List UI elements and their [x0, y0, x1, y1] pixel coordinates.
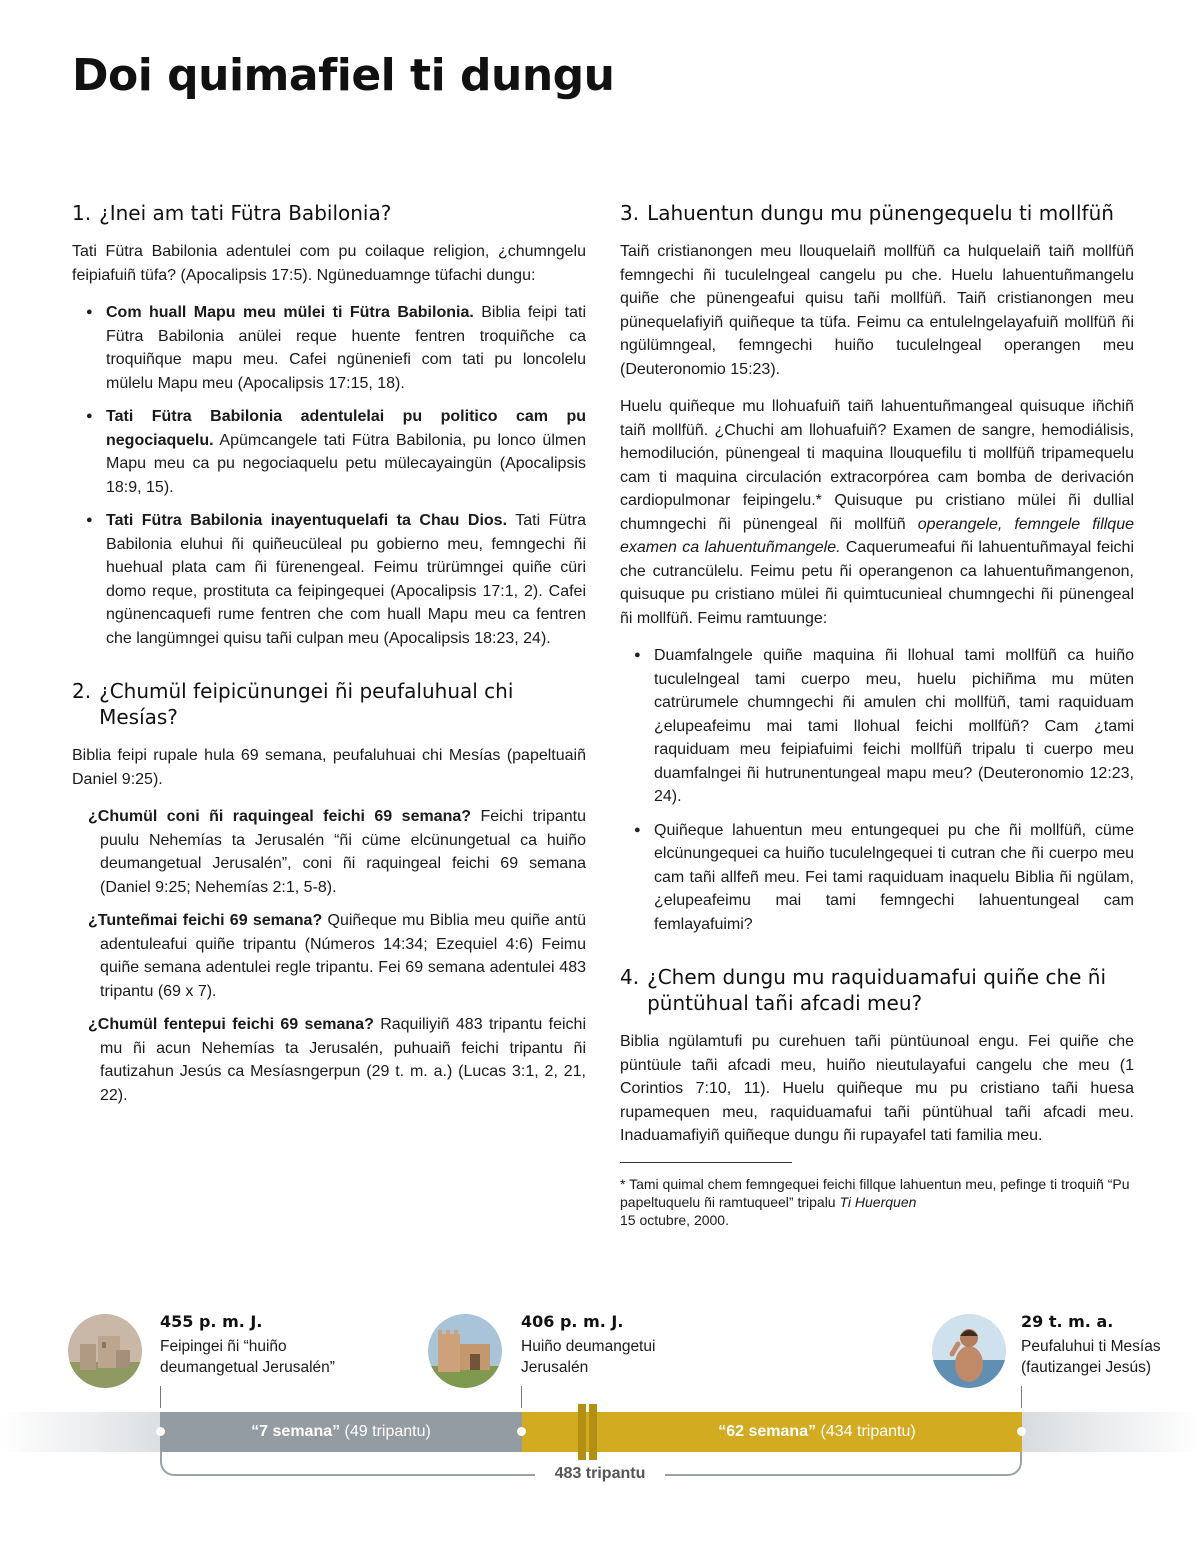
- left-column: [72, 200, 586, 1121]
- section-3-heading: [620, 200, 1134, 226]
- band-1-label-bold: “7 semana”: [251, 1423, 341, 1440]
- section-2-number: 2.: [72, 679, 92, 703]
- section-4-paragraph: Biblia ngülamtufi pu curehuen tañi püntüunoal engu. Fei quiñe che püntüule tañi afcadi meu, huiño nieutulayafui cangelu che meu (1 Corintios 7:10, 11). Huelu quiñeque mu pu cristiano tañi huesa rupamequen meu, raquiduamafui tañi püntühual tañi afcadi meu. Inaduamafiyiñ quiñeque dungu ñi rupayafel tati familia meu.: [620, 1033, 1134, 1144]
- section-1-number: 1.: [72, 201, 92, 225]
- timeline-band-end-fade: [1022, 1412, 1200, 1452]
- timeline-marker-3: [1017, 1427, 1026, 1436]
- timeline-total-label: 483 tripantu: [535, 1462, 665, 1486]
- section-4-title: ¿Chem dungu mu raquiduamafui quiñe che ñi püntühual tañi afcadi meu?: [647, 965, 1107, 1015]
- band-2-label-bold: “62 semana”: [718, 1423, 817, 1440]
- item-text: Tati Fütra Babilonia eluhui ñi quiñeucüleal pu gobierno meu, femngechi ñi huehual plata cam ñi fürenengeal. Feimu trürümngei quiñe cüri domo reque, prostituta ca feipingequei (Apocalipsis 17:1, 2). Cafei ngünencaquefi rume fentren che com huall Mapu meu ca fentren che langümngei quisu tañi culpan meu (Apocalipsis 18:23, 24).: [106, 512, 587, 647]
- item-question: ¿Chumül coni ñi raquingeal feichi 69 semana?: [88, 808, 472, 825]
- item-text: Biblia feipi tati Fütra Babilonia anülei reque huente fentren troquiñche ca troquiñque mapu meu. Cafei ngüneniefi com tati pu loncolelu mülelu Mapu meu (Apocalipsis 17:15, 18).: [106, 304, 586, 392]
- footnote-divider: [620, 1162, 792, 1163]
- section-2-item: [88, 909, 586, 1003]
- timeline-marker-2: [517, 1427, 526, 1436]
- item-answer: Feichi tripantu puulu Nehemías ta Jerusalén “ñi cüme elcünungetual ca huiño deumangetual Jerusalén”, coni ñi raquingeal feichi 69 semana (Daniel 9:25; Nehemías 2:1, 5-8).: [100, 808, 586, 896]
- baptism-illustration: [932, 1314, 1006, 1388]
- rebuilt-wall-illustration: [428, 1314, 502, 1388]
- section-2-heading: [72, 678, 586, 730]
- event-1-tick: [160, 1386, 161, 1408]
- event-2-label-line: Jerusalén: [521, 1359, 589, 1376]
- item-lead: Com huall Mapu meu mülei ti Fütra Babilonia.: [106, 304, 474, 321]
- section-4-number: 4.: [620, 965, 640, 989]
- timeline: [0, 1300, 1200, 1500]
- section-2-intro: Biblia feipi rupale hula 69 semana, peufaluhuai chi Mesías (papeltuaiñ Daniel 9:25).: [72, 747, 586, 788]
- event-3-tick: [1021, 1386, 1022, 1408]
- section-1-title: ¿Inei am tati Fütra Babilonia?: [99, 201, 392, 225]
- event-2-label: [521, 1336, 761, 1378]
- section-2-item: [88, 805, 586, 899]
- band-1-label: [160, 1412, 522, 1452]
- item-text: Apümcangele tati Fütra Babilonia, pu lonco ülmen Mapu meu ca pu negociaquelu petu mülecayaingün (Apocalipsis 18:9, 15).: [106, 431, 586, 496]
- section-4-heading: [620, 964, 1134, 1016]
- section-3-number: 3.: [620, 201, 640, 225]
- paragraph-text: Huelu quiñeque mu llohuafuiñ taiñ lahuentuñmangeal quisuque iñchiñ taiñ mollfüñ. ¿Chuchi am llohuafuiñ? Examen de sangre, hemodiálisis, hemodilución, pünengeal ti maquina llouquefilu ti mollfüñ tripamequelu cam ti maquina circulación extracorpórea cam bomba de derivación cardiopulmonar feipingelu.* Quisuque pu cristiano mülei ñi dullial chumngechi ñi pünengeal ñi mollfüñ: [620, 398, 1134, 533]
- section-1-item: [86, 405, 586, 499]
- section-3-item: ● Quiñeque lahuentun meu entungequei pu che ñi mollfüñ, cüme elcünungequei ca huiño tuculelngequei ti cutran che ñi cuerpo meu cam tañi allfeñ meu. Fei tami raquiduam inaquelu Biblia ñi ngülam, ¿elupeafeimu mai tami femngechi lahuentungeal cam femlayafuimi?: [634, 819, 1134, 937]
- section-2-item: [88, 1013, 586, 1107]
- ruined-city-illustration: [68, 1314, 142, 1388]
- section-1-item: [86, 509, 586, 650]
- section-2-title: ¿Chumül feipicünungei ñi peufaluhual chi Mesías?: [99, 679, 514, 729]
- item-question: ¿Tunteñmai feichi 69 semana?: [88, 912, 323, 929]
- section-3-item: ● Duamfalngele quiñe maquina ñi llohual tami mollfüñ ca huiño tuculelngeal tami cuerpo meu, huelu pichiñma mu müten catrürumele chumngechi ñi amulen chi mollfüñ, tami raquiduam ¿elupeafeimu mai tami llohual feichi mollfüñ? Cam ¿tami raquiduam meu feipiafuimi feichi mollfüñ tripalu ti cuerpo meu duamfalngei ñi hutrunentungeal mapu meu? (Deuteronomio 12:23, 24).: [634, 644, 1134, 809]
- event-2-tick: [521, 1386, 522, 1408]
- footnote-text: * Tami quimal chem femngequei feichi fillque lahuentun meu, pefinge ti troquiñ “Pu papeltuquelu ñi ramtuqueel” tripalu: [620, 1175, 1130, 1210]
- band-1-label-text: (49 tripantu): [340, 1423, 431, 1440]
- event-3-label: [1021, 1336, 1191, 1378]
- event-1-label-line: deumangetual Jerusalén”: [160, 1359, 335, 1376]
- section-3-title: Lahuentun dungu mu pünengequelu ti mollfüñ: [647, 201, 1114, 225]
- event-3-label-line: (fautizangei Jesús): [1021, 1359, 1152, 1376]
- event-3-year: 29 t. m. a.: [1021, 1312, 1114, 1331]
- section-1-item: [86, 301, 586, 395]
- section-3-paragraph-1: Taiñ cristianongen meu llouquelaiñ mollfüñ ca hulquelaiñ taiñ mollfüñ femngechi ñi tuculelngeal cangelu pu che. Huelu lahuentuñmangelu quiñe che pünengeafui quisu tañi mollfüñ. Taiñ cristianongen meu pünequelafiyiñ quiñeque ta tüfa. Feimu ca entulelngelayafuiñ mollfüñ ñi ngülümngeal, femngechi huiño tuculelngeal operangen meu (Deuteronomio 15:23).: [620, 243, 1134, 378]
- section-1-intro: Tati Fütra Babilonia adentulei com pu coilaque religion, ¿chumngelu feipiafuiñ tüfa? (Apocalipsis 17:5). Ngüneduamnge tüfachi dungu:: [72, 243, 586, 284]
- item-question: ¿Chumül fentepui feichi 69 semana?: [88, 1016, 374, 1033]
- section-3-list: [620, 644, 1134, 936]
- timeline-band-start-fade: [0, 1412, 160, 1452]
- band-2-label-text: (434 tripantu): [816, 1423, 916, 1440]
- page-title: Doi quimafiel ti dungu: [72, 50, 615, 101]
- section-2-list: [72, 805, 586, 1107]
- item-lead: Tati Fütra Babilonia inayentuquelafi ta Chau Dios.: [106, 512, 508, 529]
- event-2-year: 406 p. m. J.: [521, 1312, 624, 1331]
- section-1-list: [72, 301, 586, 650]
- section-3-paragraph-2: [620, 395, 1134, 630]
- item-answer: Raquiliyiñ 483 tripantu feichi mu ñi acun Nehemías ta Jerusalén, puhuaiñ feichi tripantu ñi fautizahun Jesús ca Mesíasngerpun (29 t. m. a.) (Lucas 3:1, 2, 21, 22).: [100, 1016, 586, 1104]
- section-1-heading: [72, 200, 586, 226]
- event-3-label-line: Peufaluhui ti Mesías: [1021, 1338, 1161, 1355]
- event-2-label-line: Huiño deumangetui: [521, 1338, 656, 1355]
- footnote: [620, 1175, 1134, 1229]
- paragraph-italic: operangele, femngele fillque examen ca lahuentuñmangele.: [620, 515, 1135, 556]
- event-1-label: [160, 1336, 400, 1378]
- timeline-marker-1: [156, 1427, 165, 1436]
- event-1-label-line: Feipingei ñi “huiño: [160, 1338, 287, 1355]
- right-column: [620, 200, 1134, 1229]
- footnote-italic: Ti Huerquen: [839, 1193, 917, 1210]
- band-2-label: [612, 1412, 1022, 1452]
- paragraph-text: Caquerumeafui ñi lahuentuñmayal feichi che cutrancülelu. Feimu petu ñi operangenon ca lahuentuñmangenon, quisuque pu cristiano mülei ñi quimtucunieal chumngechi ñi pünengeal ñi mollfüñ. Feimu ramtuunge:: [620, 539, 1134, 627]
- item-answer: Quiñeque mu Biblia meu quiñe antü adentuleafui quiñe tripantu (Números 14:34; Ezequiel 4:6) Feimu quiñe semana adentulei regle tripantu. Fei 69 semana adentulei 483 tripantu (69 x 7).: [100, 912, 586, 1000]
- footnote-date: 15 octubre, 2000.: [620, 1211, 729, 1228]
- event-1-year: 455 p. m. J.: [160, 1312, 263, 1331]
- item-lead: Tati Fütra Babilonia adentulelai pu politico cam pu negociaquelu.: [106, 408, 586, 449]
